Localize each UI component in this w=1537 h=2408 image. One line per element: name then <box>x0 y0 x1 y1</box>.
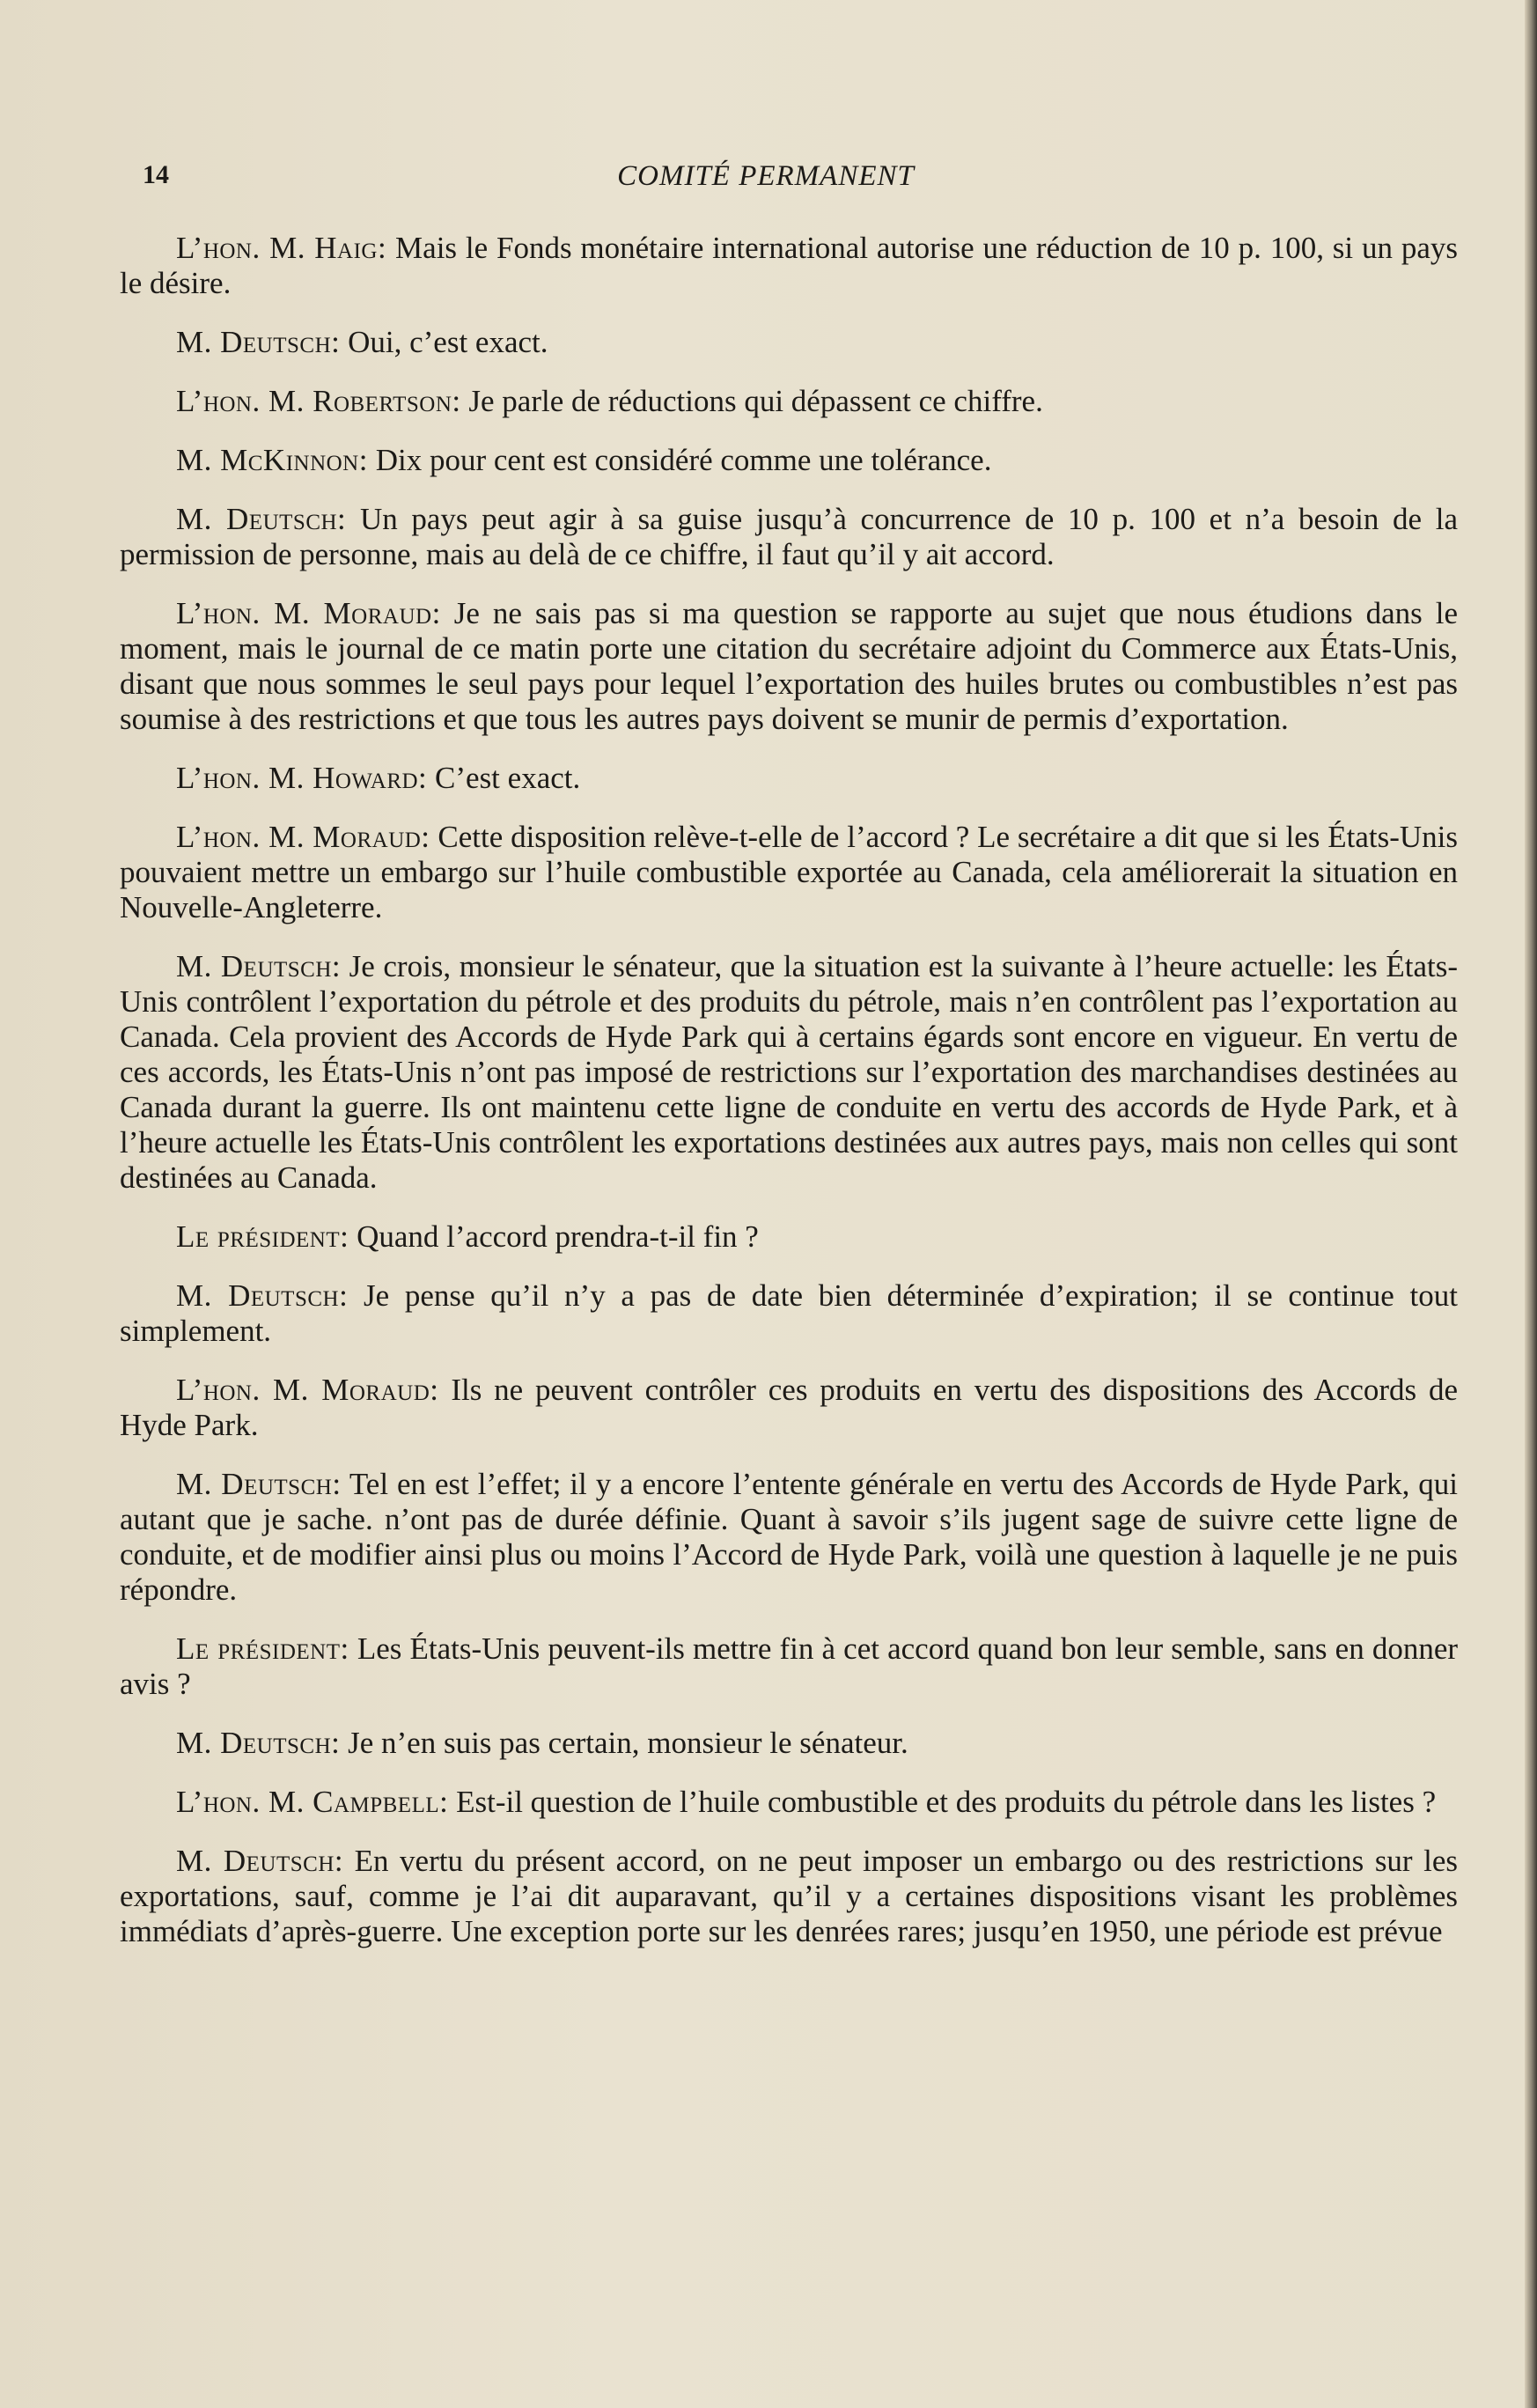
paragraph-text: Ils ne peuvent contrôler ces produits en vertu des dispositions des Accords de Hyde Park. <box>120 1373 1459 1442</box>
paragraph-text: Cette disposition relève-t-elle de l’accord ? Le secrétaire a dit que si les États-Unis pouvaient mettre un embargo sur l’huile combustible exportée au Canada, cela améliorerait la situation en Nouvelle-Angleterre. <box>120 820 1458 924</box>
speaker-name: L’hon. M. Robertson: <box>176 384 461 418</box>
paragraph-text: C’est exact. <box>427 761 581 795</box>
transcript-body <box>120 231 1458 1973</box>
paragraph-text: Je n’en suis pas certain, monsieur le sénateur. <box>340 1726 908 1760</box>
paragraph-text: Je pense qu’il n’y a pas de date bien déterminée d’expiration; il se continue tout simplement. <box>120 1278 1458 1348</box>
speaker-name: M. Deutsch: <box>176 1467 342 1501</box>
paragraph <box>120 1726 1458 1761</box>
paragraph-text: Dix pour cent est considéré comme une tolérance. <box>367 443 992 477</box>
paragraph <box>120 949 1458 1196</box>
speaker-name: L’hon. M. Moraud: <box>176 596 441 630</box>
paragraph <box>120 384 1458 419</box>
paragraph-text: Je parle de réductions qui dépassent ce chiffre. <box>460 384 1043 418</box>
paragraph <box>120 1631 1458 1702</box>
speaker-name: Le président: <box>176 1219 349 1254</box>
speaker-name: M. Deutsch: <box>176 325 341 359</box>
speaker-name: M. Deutsch: <box>176 1844 344 1878</box>
paragraph <box>120 443 1458 478</box>
speaker-name: L’hon. M. Haig: <box>176 231 387 265</box>
speaker-name: M. McKinnon: <box>176 443 368 477</box>
paragraph-text: Les États-Unis peuvent-ils mettre fin à cet accord quand bon leur semble, sans en donner avis ? <box>120 1631 1459 1701</box>
paragraph <box>120 1373 1458 1443</box>
paragraph <box>120 1467 1458 1608</box>
paragraph <box>120 596 1458 737</box>
speaker-name: L’hon. M. Campbell: <box>176 1785 449 1819</box>
paragraph-text: Est-il question de l’huile combustible et des produits du pétrole dans les listes ? <box>448 1785 1437 1819</box>
paragraph <box>120 1785 1458 1820</box>
page-header <box>141 157 1426 201</box>
page-number: 14 <box>143 160 169 189</box>
paragraph-text: Tel en est l’effet; il y a encore l’entente générale en vertu des Accords de Hyde Park, qui autant que je sache. n’ont pas de durée définie. Quant à savoir s’ils jugent sage de suivre cette ligne de conduite, et de modifier ainsi plus ou moins l’Accord de Hyde Park, voilà une question à laquelle je ne puis répondre. <box>120 1467 1458 1607</box>
speaker-name: M. Deutsch: <box>176 1278 349 1313</box>
speaker-name: L’hon. M. Howard: <box>176 761 428 795</box>
paragraph <box>120 231 1458 301</box>
paragraph <box>120 1278 1458 1349</box>
paragraph-text: En vertu du présent accord, on ne peut imposer un embargo ou des restrictions sur les exportations, sauf, comme je l’ai dit auparavant, qu’il y a certaines dispositions visant les problèmes immédiats d’après-guerre. Une exception porte sur les denrées rares; jusqu’en 1950, une période est prévue <box>120 1844 1458 1948</box>
paragraph <box>120 820 1458 925</box>
paragraph <box>120 1844 1458 1949</box>
paragraph-text: Un pays peut agir à sa guise jusqu’à concurrence de 10 p. 100 et n’a besoin de la permission de personne, mais au delà de ce chiffre, il faut qu’il y ait accord. <box>120 502 1458 571</box>
page-binding-edge <box>1525 0 1537 2408</box>
speaker-name: Le président: <box>176 1631 349 1666</box>
paragraph-text: Oui, c’est exact. <box>340 325 548 359</box>
speaker-name: M. Deutsch: <box>176 502 347 536</box>
running-title: COMITÉ PERMANENT <box>617 160 915 192</box>
paragraph <box>120 1219 1458 1255</box>
paragraph-text: Je crois, monsieur le sénateur, que la situation est la suivante à l’heure actuelle: les États-Unis contrôlent l’exportation du pétrole et des produits du pétrole, mais n’en contrôlent pas l’exportation au Canada. Cela provient des Accords de Hyde Park qui à certains égards sont encore en vigueur. En vertu de ces accords, les États-Unis n’ont pas imposé de restrictions sur l’exportation des marchandises destinées au Canada durant la guerre. Ils ont maintenu cette ligne de conduite en vertu des accords de Hyde Park, et à l’heure actuelle les États-Unis contrôlent les exportations destinées aux autres pays, mais non celles qui sont destinées au Canada. <box>120 949 1458 1195</box>
paragraph <box>120 502 1458 572</box>
paragraph-text: Je ne sais pas si ma question se rapporte au sujet que nous étudions dans le moment, mais le journal de ce matin porte une citation du secrétaire adjoint du Commerce aux États-Unis, disant que nous sommes le seul pays pour lequel l’exportation des huiles brutes ou combustibles n’est pas soumise à des restrictions et que tous les autres pays doivent se munir de permis d’exportation. <box>120 596 1459 736</box>
speaker-name: L’hon. M. Moraud: <box>176 820 430 854</box>
speaker-name: L’hon. M. Moraud: <box>176 1373 439 1407</box>
paragraph-text: Mais le Fonds monétaire international autorise une réduction de 10 p. 100, si un pays le désire. <box>120 231 1458 300</box>
speaker-name: M. Deutsch: <box>176 949 342 983</box>
paragraph-text: Quand l’accord prendra-t-il fin ? <box>349 1219 759 1254</box>
speaker-name: M. Deutsch: <box>176 1726 341 1760</box>
paragraph <box>120 761 1458 796</box>
paragraph <box>120 325 1458 360</box>
